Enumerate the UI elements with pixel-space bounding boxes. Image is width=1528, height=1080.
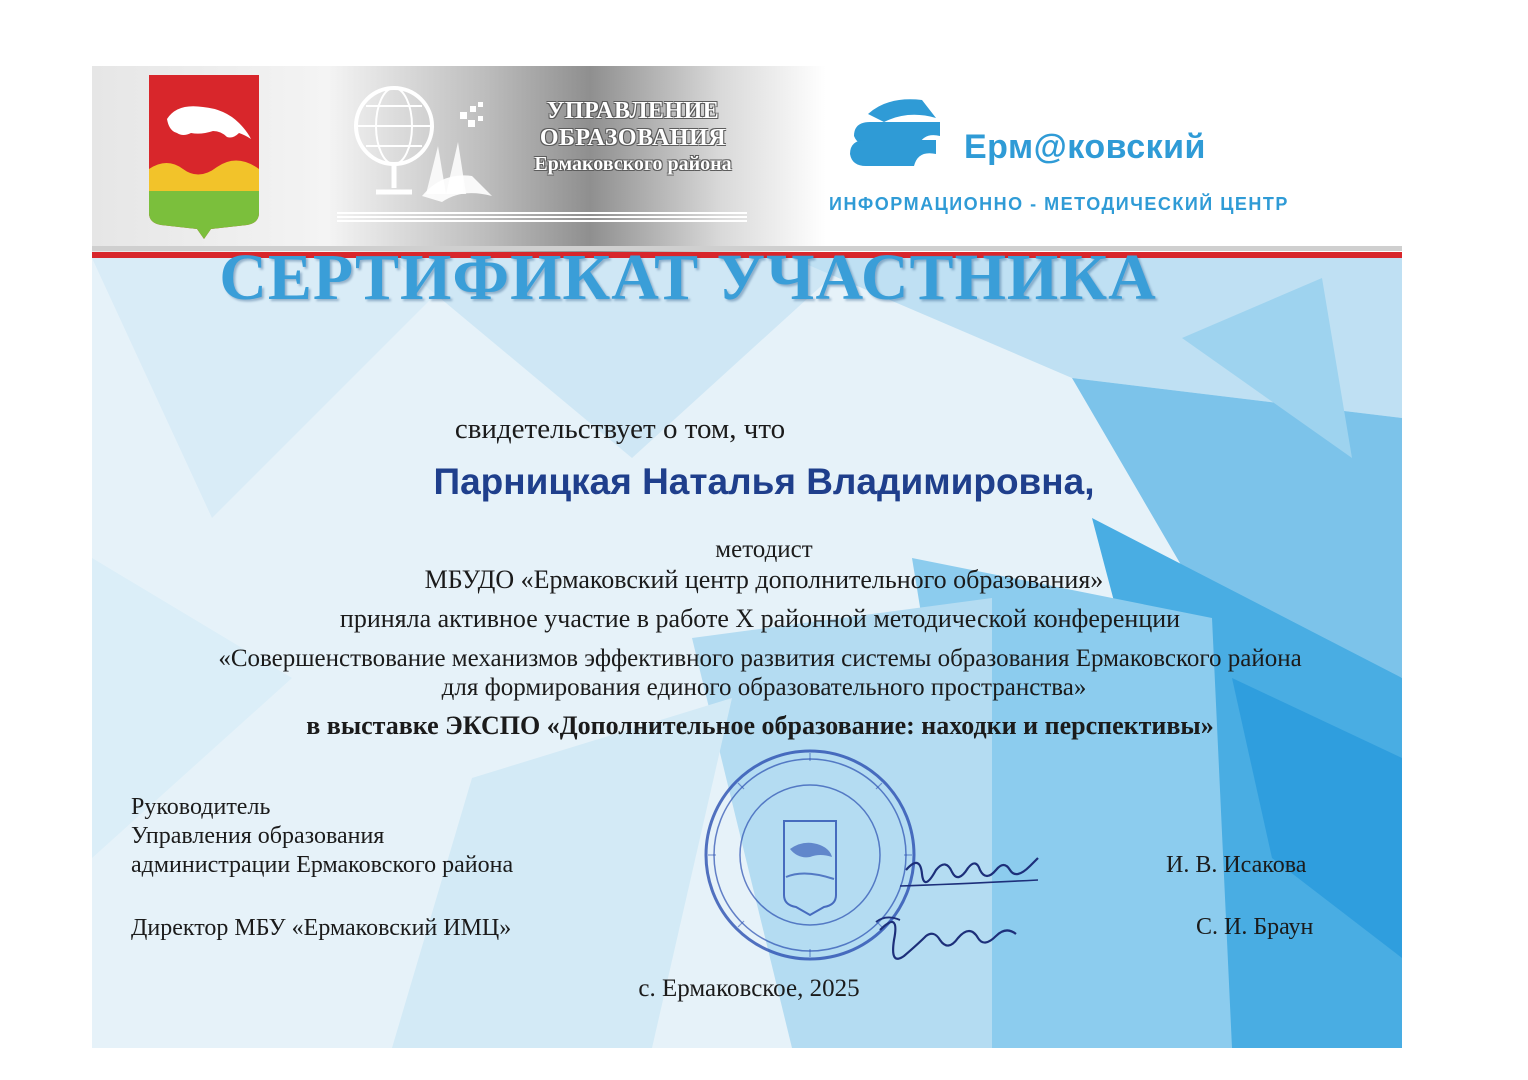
imc-name: Ерм@ковский [964,128,1206,166]
department-underline [337,212,747,214]
imc-subtitle: ИНФОРМАЦИОННО - МЕТОДИЧЕСКИЙ ЦЕНТР [829,194,1289,214]
director-name: С. И. Браун [1196,914,1314,940]
head-position [131,793,513,880]
participant-name: Парницкая Наталья Владимировна, [433,461,1095,502]
head-position-line2: Управления образования [131,823,385,849]
department-line2: ОБРАЗОВАНИЯ [539,125,727,151]
place-and-year: с. Ермаковское, 2025 [638,975,860,1002]
department-line1: УПРАВЛЕНИЕ [546,98,720,124]
participant-organization: МБУДО «Ермаковский центр дополнительного образования» [424,565,1104,594]
department-line3: Ермаковского района [534,153,732,175]
header-banner [92,66,1402,252]
witness-text: свидетельствует о том, что [454,413,786,445]
handwritten-signatures [860,840,1060,980]
director-position: Директор МБУ «Ермаковский ИМЦ» [131,915,512,941]
head-position-line3: администрации Ермаковского района [131,852,514,878]
coat-of-arms-icon [147,73,261,239]
conference-title-line1: «Совершенствование механизмов эффективного развития системы образования Ермаковского района [218,645,1302,672]
participation-text: приняла активное участие в работе X районной методической конференции [339,604,1181,633]
book-logo-icon [848,92,948,174]
department-name [502,98,764,176]
head-position-line1: Руководитель [131,794,271,820]
certificate-title: СЕРТИФИКАТ УЧАСТНИКА [219,241,1157,314]
participant-role: методист [715,536,813,563]
head-name: И. В. Исакова [1166,852,1307,878]
conference-title-line2: для формирования единого образовательного пространства» [441,674,1087,701]
expo-text: в выставке ЭКСПО «Дополнительное образование: находки и перспективы» [306,711,1214,740]
globe-book-icon [342,76,502,216]
